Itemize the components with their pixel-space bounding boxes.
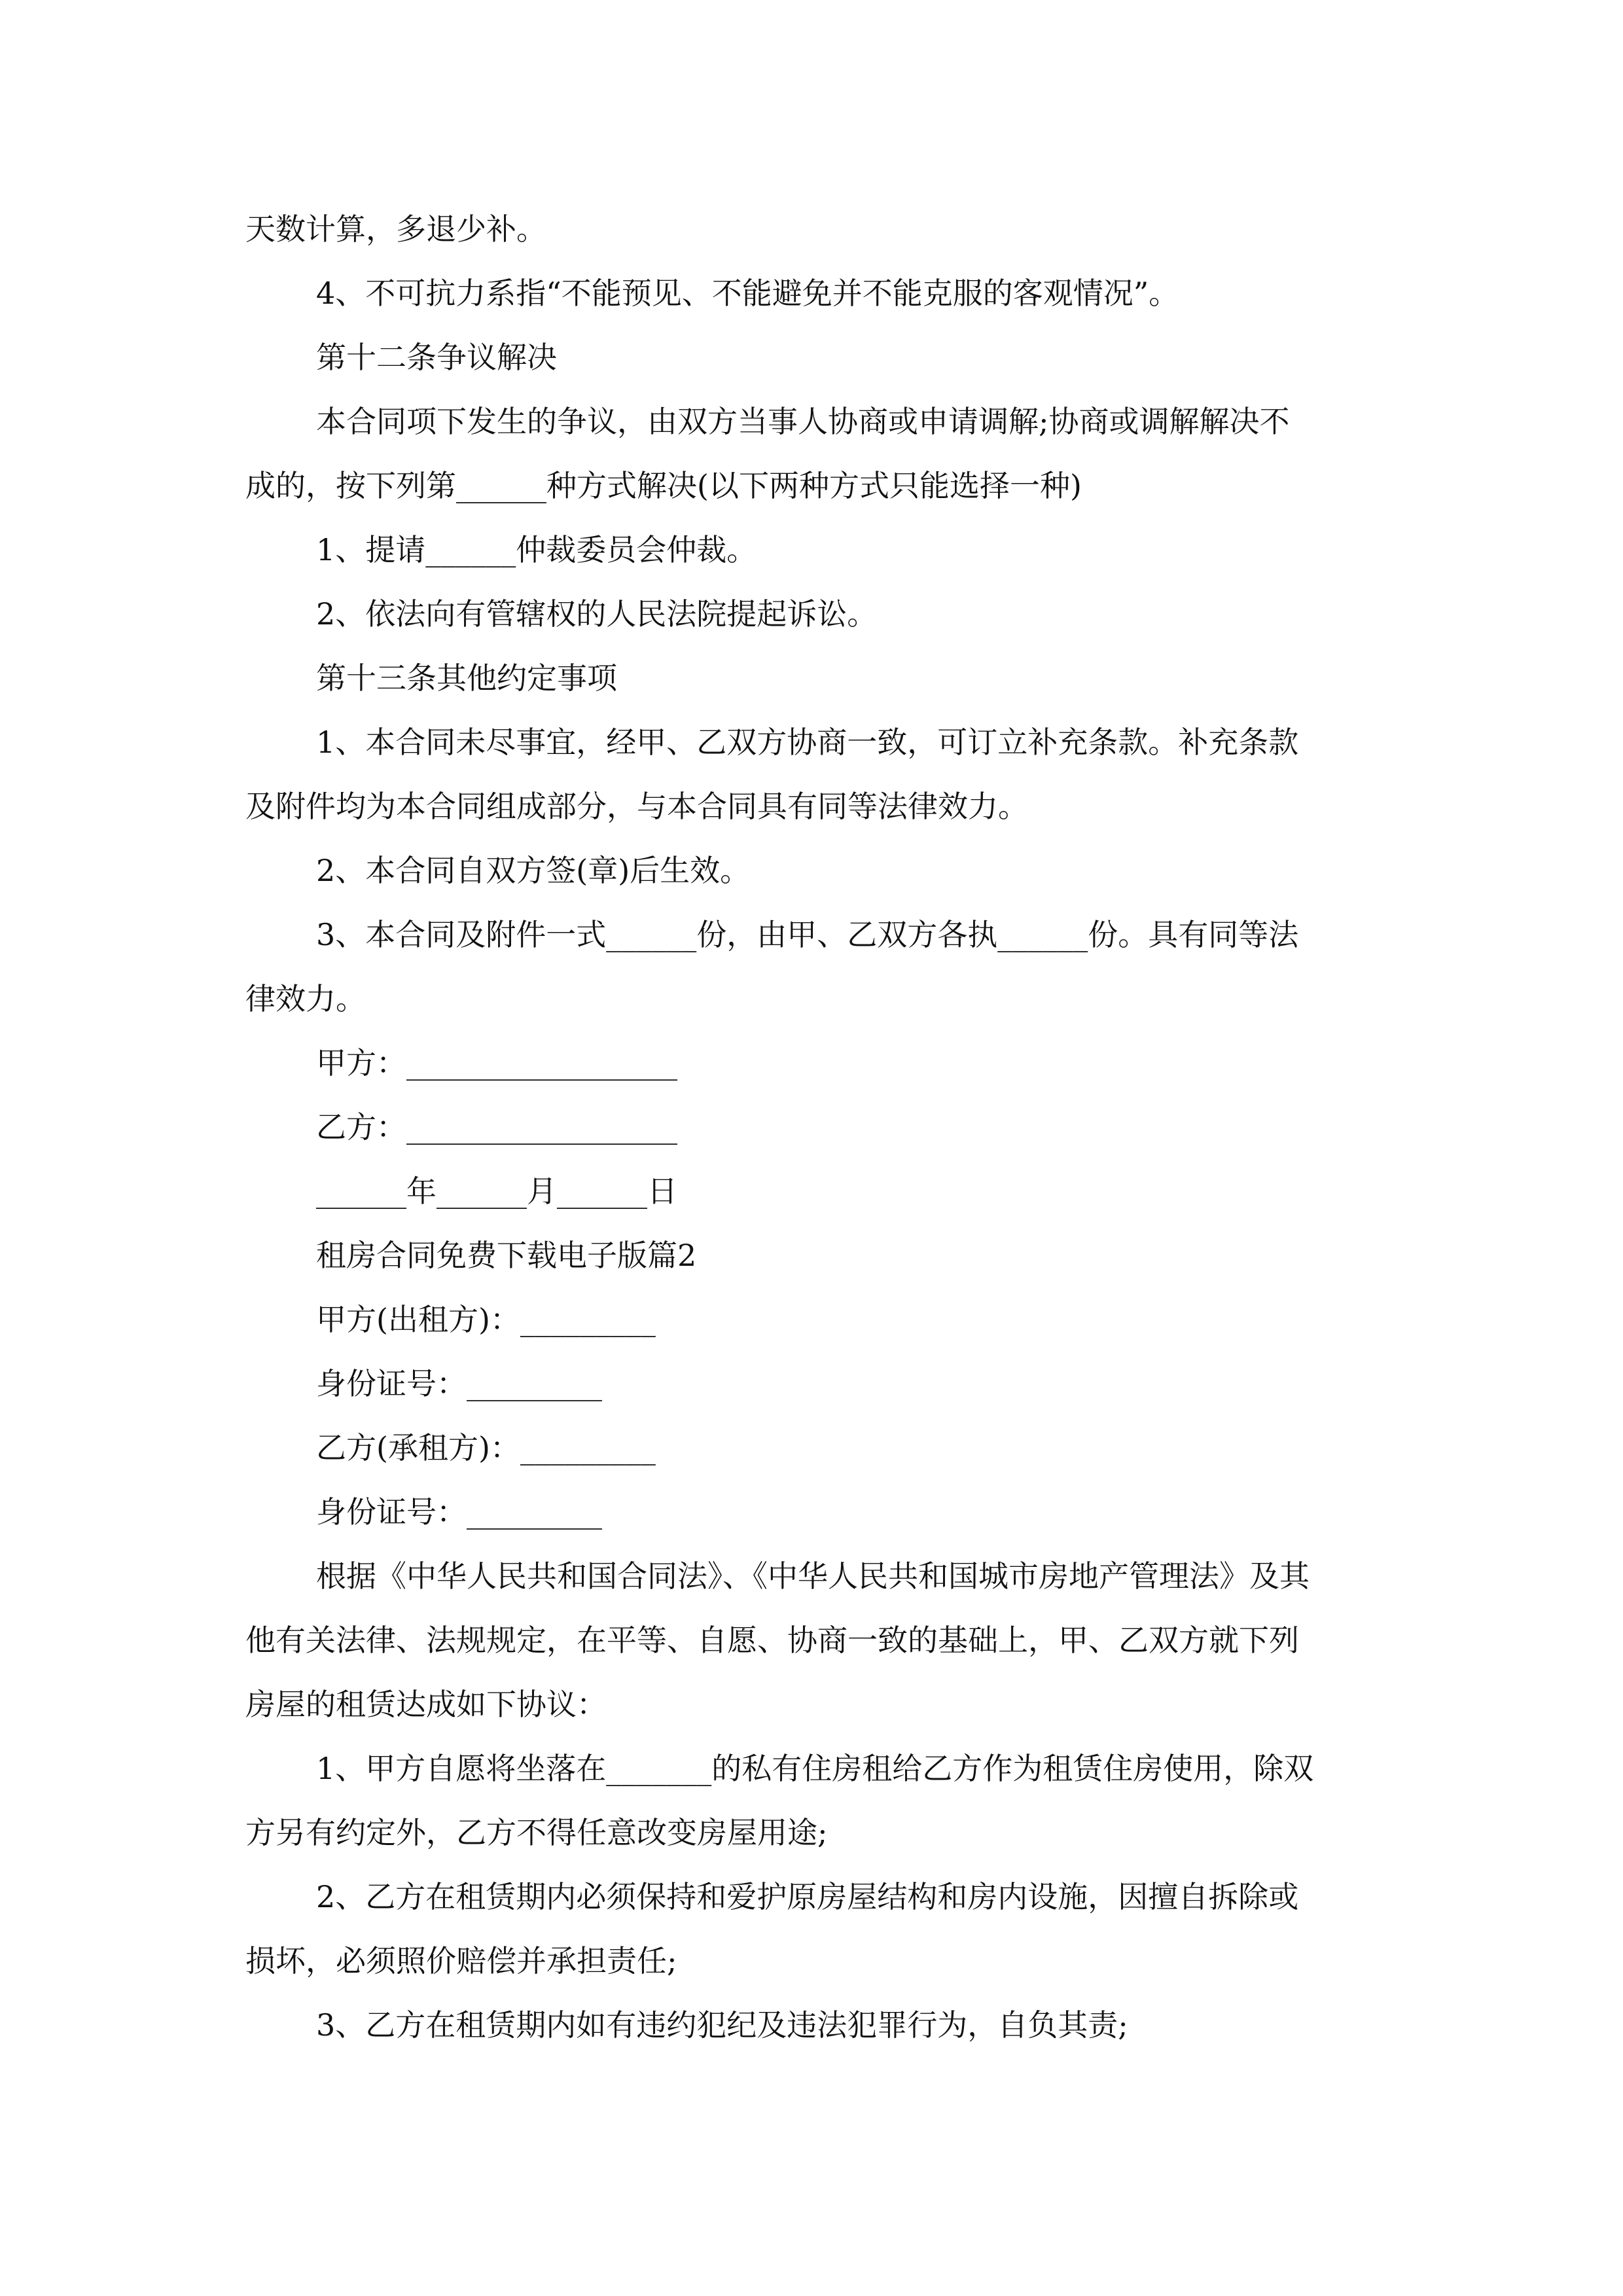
- text-line: 天数计算，多退少补。: [245, 211, 546, 247]
- text-line: 本合同项下发生的争议，由双方当事人协商或申请调解;协商或调解解决不: [316, 404, 1290, 439]
- lessee-id-field: 身份证号：_________: [316, 1494, 602, 1530]
- section-title: 租房合同免费下载电子版篇2: [316, 1238, 697, 1273]
- lessor-field: 甲方(出租方)：_________: [316, 1302, 656, 1337]
- party-b-signature-line: 乙方：__________________: [316, 1109, 677, 1145]
- clause-force-majeure: 4、不可抗力系指“不能预见、不能避免并不能克服的客观情况”。: [316, 276, 1179, 311]
- party-a-signature-line: 甲方：__________________: [316, 1045, 677, 1081]
- text-line: 方另有约定外，乙方不得任意改变房屋用途;: [245, 1815, 828, 1850]
- text-line: 3、乙方在租赁期内如有违约犯纪及违法犯罪行为，自负其责;: [316, 2007, 1128, 2043]
- lessee-field: 乙方(承租方)：_________: [316, 1430, 656, 1465]
- text-line: 损坏，必须照价赔偿并承担责任;: [245, 1943, 677, 1979]
- text-line: 及附件均为本合同组成部分，与本合同具有同等法律效力。: [245, 789, 1028, 824]
- date-line: ______年______月______日: [316, 1174, 677, 1209]
- text-line: 2、本合同自双方签(章)后生效。: [316, 853, 751, 888]
- text-line: 1、本合同未尽事宜，经甲、乙双方协商一致，可订立补充条款。补充条款: [316, 725, 1299, 760]
- text-line: 1、甲方自愿将坐落在_______的私有住房租给乙方作为租赁住房使用，除双: [316, 1751, 1314, 1786]
- lessor-id-field: 身份证号：_________: [316, 1366, 602, 1401]
- text-line: 2、依法向有管辖权的人民法院提起诉讼。: [316, 596, 878, 632]
- text-line: 成的，按下列第______种方式解决(以下两种方式只能选择一种): [245, 468, 1082, 503]
- text-line: 2、乙方在租赁期内必须保持和爱护原房屋结构和房内设施，因擅自拆除或: [316, 1879, 1299, 1914]
- article-13-heading: 第十三条其他约定事项: [316, 660, 617, 696]
- text-line: 1、提请______仲裁委员会仲裁。: [316, 532, 757, 567]
- text-line: 3、本合同及附件一式______份，由甲、乙双方各执______份。具有同等法: [316, 917, 1299, 952]
- article-12-heading: 第十二条争议解决: [316, 340, 557, 375]
- text-line: 律效力。: [245, 981, 366, 1016]
- text-line: 他有关法律、法规规定，在平等、自愿、协商一致的基础上，甲、乙双方就下列: [245, 1623, 1299, 1658]
- text-line: 根据《中华人民共和国合同法》、《中华人民共和国城市房地产管理法》及其: [316, 1558, 1310, 1594]
- text-line: 房屋的租赁达成如下协议：: [245, 1687, 607, 1722]
